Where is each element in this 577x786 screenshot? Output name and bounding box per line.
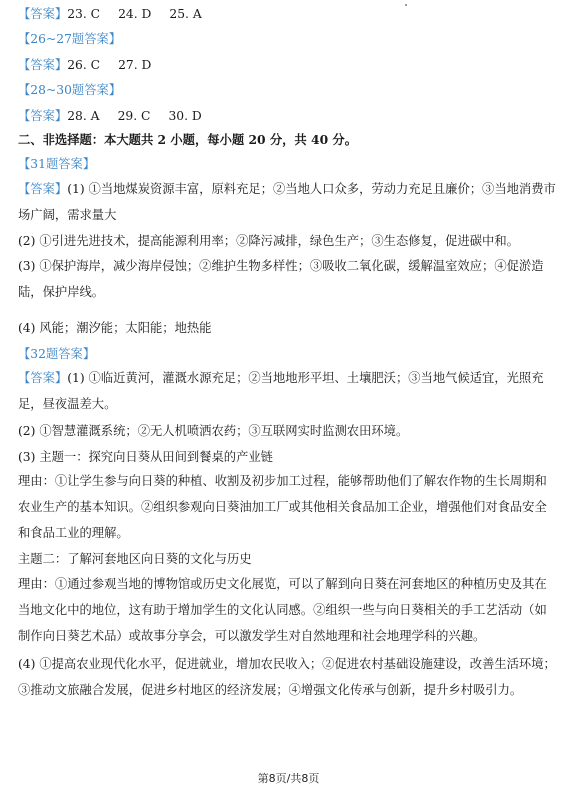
answer-23: 23. C <box>67 7 101 21</box>
answer-28: 28. A <box>67 109 100 123</box>
answer-26: 26. C <box>67 58 101 72</box>
q32-part3-reason1: 理由：①让学生参与向日葵的种植、收割及初步加工过程，能够帮助他们了解农作物的生长周期和农业生产的基本知识。②组织参观向日葵油加工厂或其他相关食品加工企业，增强他们对食品安全和食品工业的理解。 <box>18 474 547 540</box>
q31-part3: (3) ①保护海岸，减少海岸侵蚀；②维护生物多样性；③吸收二氧化碳，缓解温室效应；④促淤造陆，保护岸线。 <box>18 259 544 299</box>
q31-part4: (4) 风能；潮汐能；太阳能；地热能 <box>18 321 212 335</box>
answer-30: 30. D <box>168 109 202 123</box>
page-footer: 第8页/共8页 <box>257 772 320 785</box>
answer-row-28-30 <box>18 108 202 124</box>
answer-tag: 【答案】 <box>18 371 68 385</box>
heading-28-30: 【28~30题答案】 <box>18 83 122 97</box>
answer-row-26-27 <box>18 57 151 73</box>
answer-row-23-25 <box>18 6 202 22</box>
q31-part1-text: (1) ①当地煤炭资源丰富，原料充足；②当地人口众多，劳动力充足且廉价；③当地消费市场广阔，需求量大 <box>18 182 556 222</box>
answer-25: 25. A <box>169 7 202 21</box>
scan-dot <box>405 4 407 6</box>
answer-24: 24. D <box>118 7 152 21</box>
q32-part4: (4) ①提高农业现代化水平，促进就业，增加农民收入；②促进农村基础设施建设，改善生活环境；③推动文旅融合发展，促进乡村地区的经济发展；④增强文化传承与创新，提升乡村吸引力。 <box>18 657 556 697</box>
q32-part3-reason2: 理由：①通过参观当地的博物馆或历史文化展览，可以了解到向日葵在河套地区的种植历史及其在当地文化中的地位，这有助于增加学生的文化认同感。②组织一些与向日葵相关的手工艺活动（如制作向日葵艺术品）或故事分享会，可以激发学生对自然地理和社会地理学科的兴趣。 <box>18 577 547 643</box>
heading-26-27: 【26~27题答案】 <box>18 32 122 46</box>
q31-part1 <box>18 176 559 228</box>
answer-tag: 【答案】 <box>18 109 68 123</box>
q32-part2: (2) ①智慧灌溉系统；②无人机喷洒农药；③互联网实时监测农田环境。 <box>18 424 409 438</box>
q31-part2: (2) ①引进先进技术，提高能源利用率；②降污减排，绿色生产；③生态修复，促进碳中和。 <box>18 234 519 248</box>
answer-tag: 【答案】 <box>18 58 68 72</box>
q32-part3-theme1: (3) 主题一：探究向日葵从田间到餐桌的产业链 <box>18 450 273 464</box>
q32-part1 <box>18 365 559 417</box>
heading-31: 【31题答案】 <box>18 157 96 171</box>
q32-part1-text: (1) ①临近黄河，灌溉水源充足；②当地地形平坦、土壤肥沃；③当地气候适宜，光照充足，昼夜温差大。 <box>18 371 544 411</box>
heading-32: 【32题答案】 <box>18 347 96 361</box>
answer-tag: 【答案】 <box>18 7 68 21</box>
section-title: 二、非选择题：本大题共 2 小题，每小题 20 分，共 40 分。 <box>18 132 357 147</box>
answer-tag: 【答案】 <box>18 182 68 196</box>
answer-29: 29. C <box>117 109 151 123</box>
q32-part3-theme2: 主题二：了解河套地区向日葵的文化与历史 <box>18 552 252 566</box>
answer-27: 27. D <box>118 58 152 72</box>
